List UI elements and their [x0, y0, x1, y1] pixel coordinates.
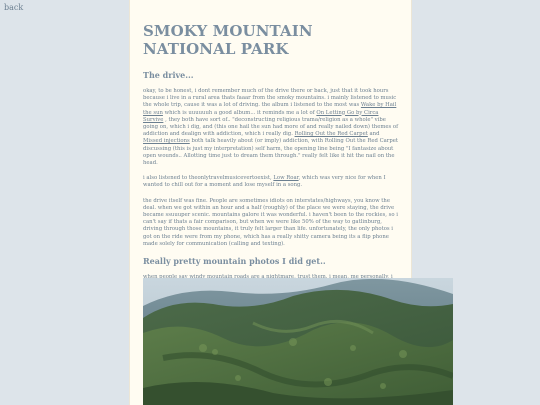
- paragraph-text: okay, to be honest, i dont remember much of the drive there or back, just that it took hours because i live in a rural area thats faaar from the smoky mountains. i mainly listened to music the whole trip, cause it was a lot of driving. the album i listened to the most was: [143, 88, 397, 109]
- link-rolling-out-the-red-carpet[interactable]: Rolling Out the Red Carpet: [294, 131, 368, 138]
- link-low-roar[interactable]: Low Roar: [273, 175, 299, 182]
- link-on-letting-go[interactable]: On Letting Go by Circa Survive: [143, 109, 379, 123]
- paragraph-text: , which was very nice for when I wanted to chill out for a moment and lose myself in a song.: [143, 175, 386, 189]
- paragraph-text: , they both have sort of.. "deconstructing religious trama/religion as a whole" vibe going on, which i dig, and (this one hail the sun had more of and really nailed down) themes of addiction and dealign with addiction, which i really dig.: [143, 116, 399, 138]
- page-title: SMOKY MOUNTAIN NATIONAL PARK: [143, 22, 313, 58]
- paragraph-low-roar: [143, 175, 399, 189]
- mountain-photo-image: [143, 278, 453, 405]
- paragraph-text: i also listened to theonlytravelmusicevertoexist,: [143, 175, 274, 182]
- section-heading-photos: Really pretty mountain photos I did get..: [143, 256, 326, 267]
- paragraph-text: which is uuuuuuh a good album... it reminds me a lot of: [162, 109, 317, 116]
- paragraph-text: both talk heavily about (or imply) addiction, with Rolling Out the Red Carpet discussing (this is just my interpretation) self harm, the opening line being "I fantasize about open wounds.. Allotting time just to dream them through." really felt like it hit the nail on the head.: [143, 138, 398, 167]
- back-link[interactable]: back: [4, 3, 24, 12]
- link-wake-by-hail-the-sun[interactable]: Wake by Hail the sun: [143, 102, 397, 116]
- paragraph-drive: the drive itself was fine. People are sometimes idiots on interstates/highways, you know the deal. when we got within an hour and a half (roughly) of the place we were staying, the drive became ssuuuper scenic. mountains galore it was wonderful. i haven't been to the rockies, so i can't say if thats a fair comparison, but when we were like 50% of the way to gatlinburg, driving through those mountains, it truly felt larger than life. unfortunately, the only photos i got on the ride were from my phone, which has a really shitty camera being its a flip phone made solely for communication (calling and texting).: [143, 197, 398, 247]
- mountain-photo: [143, 278, 453, 405]
- section-heading-drive: The drive...: [143, 70, 194, 80]
- paragraph-music: [143, 88, 399, 167]
- link-missed-injections[interactable]: Missed injections: [143, 138, 190, 145]
- paragraph-text: and: [367, 131, 380, 138]
- article: [143, 22, 399, 296]
